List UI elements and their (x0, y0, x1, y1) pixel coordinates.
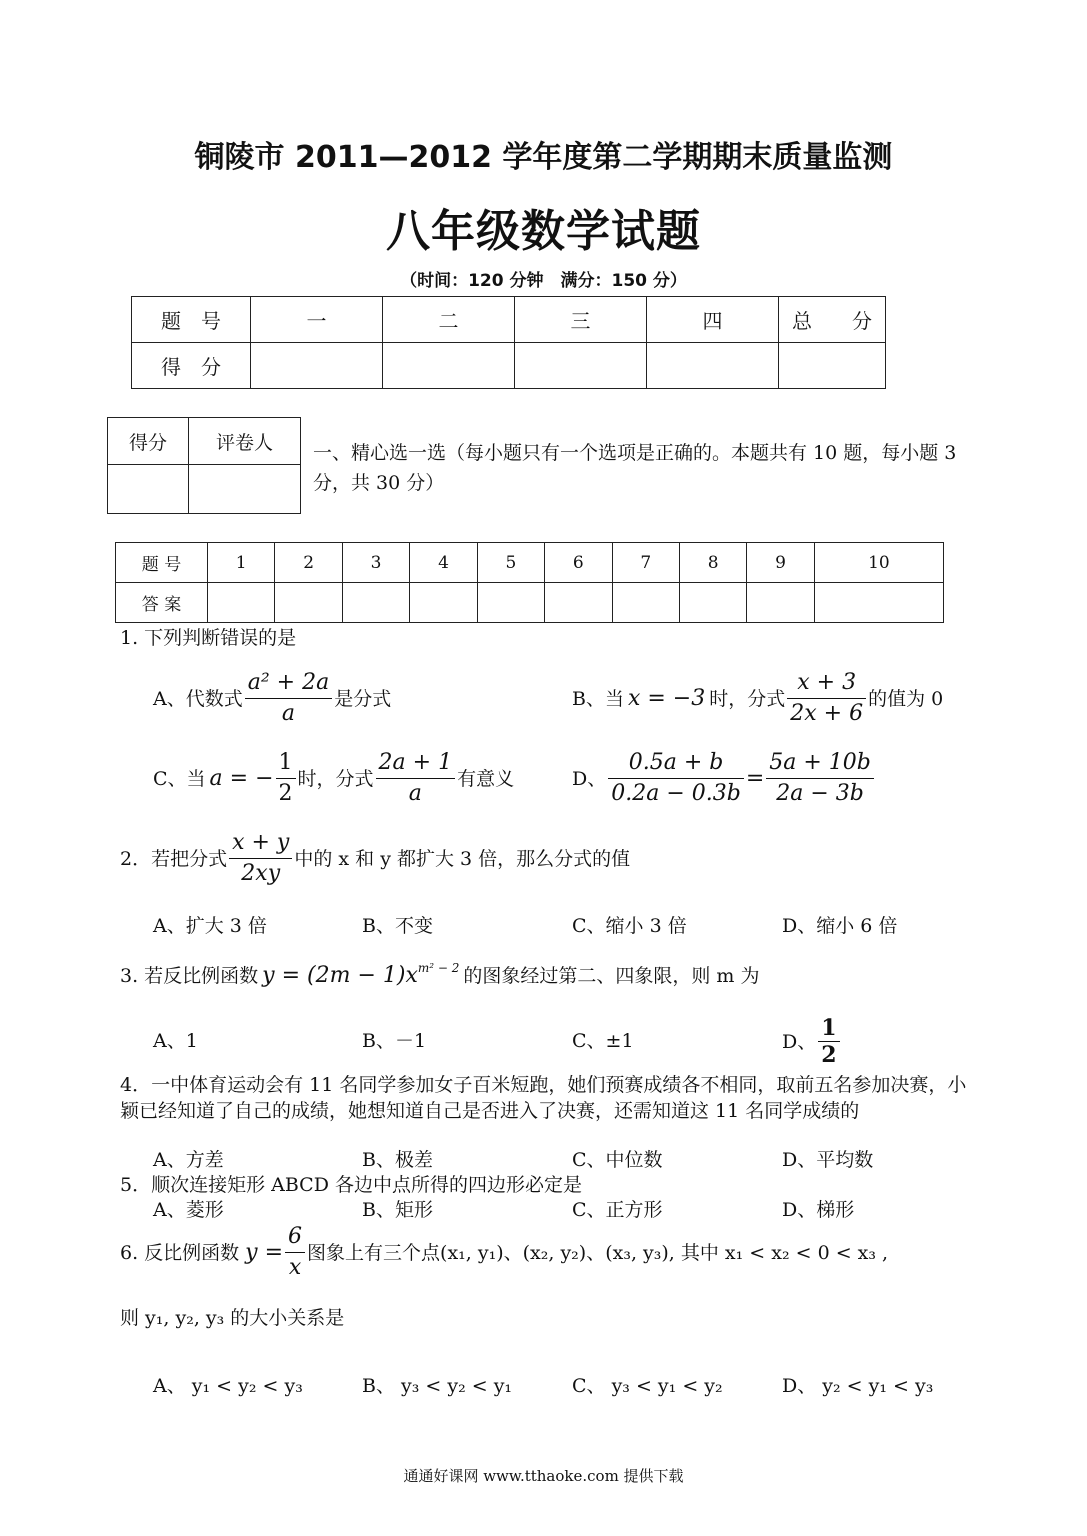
q6-line2: 则 y₁, y₂, y₃ 的大小关系是 (120, 1307, 345, 1329)
q6-option-d[interactable]: D、 y₂ < y₁ < y₃ (782, 1375, 934, 1397)
q1-c-half (276, 748, 296, 809)
score-input-cell[interactable] (515, 343, 647, 389)
q1-c-fraction (376, 748, 456, 809)
question-number: 4 (410, 543, 477, 583)
q1-d-pre: D、 (572, 767, 607, 790)
q3-exponent: m² − 2 (417, 961, 460, 975)
answer-label: 答 案 (116, 583, 208, 623)
q1-b-numerator: x + 3 (787, 668, 866, 699)
q6-numerator: 6 (285, 1222, 305, 1253)
answer-cell[interactable] (477, 583, 544, 623)
q4-option-c[interactable]: C、中位数 (572, 1149, 663, 1171)
q4-option-d[interactable]: D、平均数 (782, 1149, 874, 1171)
q5-option-b[interactable]: B、矩形 (362, 1199, 433, 1221)
q1-d-equals: = (745, 765, 765, 791)
section-heading: 一、精心选一选（每小题只有一个选项是正确的。本题共有 10 题，每小题 3 分，共 30 分） (313, 442, 957, 494)
exam-header-title: 铜陵市 2011—2012 学年度第二学期期末质量监测 (194, 140, 893, 175)
q5-stem: 5．顺次连接矩形 ABCD 各边中点所得的四边形必定是 (120, 1174, 582, 1196)
q6-function-lhs: y = (245, 1239, 284, 1265)
answer-cell[interactable] (545, 583, 612, 623)
answer-cell[interactable] (410, 583, 477, 623)
q3-post: 的图象经过第二、四象限，则 m 为 (463, 965, 760, 987)
q2-pre: 2．若把分式 (120, 847, 228, 870)
q1-c-post: 有意义 (457, 767, 515, 790)
q1-d-numerator-right: 5a + 10b (766, 748, 874, 779)
q1-option-d (572, 748, 876, 809)
question-number: 6 (545, 543, 612, 583)
q3-option-d-fraction (818, 1015, 839, 1068)
grader-name-label: 评卷人 (189, 418, 301, 465)
score-cell: 四 (647, 297, 779, 343)
q1-c-pre: C、当 (153, 767, 206, 790)
score-cell: 题 号 (132, 297, 251, 343)
grader-score-label: 得分 (108, 418, 189, 465)
q1-c-half-den: 2 (278, 781, 293, 806)
question-number: 10 (814, 543, 943, 583)
q6-option-b[interactable]: B、 y₃ < y₂ < y₁ (362, 1375, 513, 1397)
q1-b-post: 的值为 0 (868, 687, 944, 710)
question-number: 2 (275, 543, 342, 583)
question-number: 5 (477, 543, 544, 583)
score-cell: 二 (383, 297, 515, 343)
q2-fraction (229, 828, 292, 889)
exam-subtitle: 八年级数学试题 (386, 206, 701, 257)
q1-c-condition: a = − (209, 765, 274, 791)
q2-numerator: x + y (229, 828, 292, 859)
q1-d-fraction-right (766, 748, 874, 809)
q1-b-denominator: 2x + 6 (790, 701, 864, 726)
q1-stem: 1. 下列判断错误的是 (120, 627, 297, 649)
grader-score-cell[interactable] (108, 465, 189, 514)
grader-name-cell[interactable] (189, 465, 301, 514)
q6-mid: 图象上有三个点(x₁, y₁)、(x₂, y₂)、(x₃, y₃), 其中 x₁ < x₂ < 0 < x₃ , (307, 1241, 889, 1264)
q6-fraction (285, 1222, 305, 1283)
q3-option-d[interactable] (782, 1015, 842, 1068)
q6-option-c[interactable]: C、 y₃ < y₁ < y₂ (572, 1375, 723, 1397)
q5-option-a[interactable]: A、菱形 (153, 1199, 224, 1221)
score-cell: 得 分 (132, 343, 251, 389)
q6-stem (120, 1222, 888, 1283)
footer-text: 通通好课网 www.tthaoke.com 提供下载 (403, 1467, 684, 1485)
score-table (131, 296, 886, 389)
answer-cell[interactable] (342, 583, 409, 623)
q2-option-b[interactable]: B、不变 (362, 915, 433, 937)
q1-b-condition: x = −3 (627, 685, 706, 711)
answer-cell[interactable] (208, 583, 275, 623)
question-number: 9 (747, 543, 814, 583)
answer-cell[interactable] (275, 583, 342, 623)
q1-a-pre: A、代数式 (153, 687, 243, 710)
q1-b-fraction (787, 668, 866, 729)
q6-option-a[interactable]: A、 y₁ < y₂ < y₃ (153, 1375, 303, 1397)
score-input-cell[interactable] (647, 343, 779, 389)
q3-function: y = (2m − 1)x (262, 963, 418, 988)
answer-cell[interactable] (612, 583, 679, 623)
q5-option-d[interactable]: D、梯形 (782, 1199, 855, 1221)
q5-option-c[interactable]: C、正方形 (572, 1199, 663, 1221)
score-input-cell[interactable] (779, 343, 886, 389)
question-number: 8 (679, 543, 746, 583)
answer-cell[interactable] (814, 583, 943, 623)
question-number: 1 (208, 543, 275, 583)
answer-table (115, 542, 944, 623)
q1-d-denominator-right: 2a − 3b (776, 781, 864, 806)
answer-cell[interactable] (679, 583, 746, 623)
q3-option-c[interactable]: C、±1 (572, 1030, 634, 1052)
q2-option-c[interactable]: C、缩小 3 倍 (572, 915, 687, 937)
q4-stem: 4．一中体育运动会有 11 名同学参加女子百米短跑，她们预赛成绩各不相同，取前五名参加决赛，小颖已经知道了自己的成绩，她想知道自己是否进入了决赛，还需知道这 11 名同学成绩的 (120, 1074, 967, 1122)
q4-option-a[interactable]: A、方差 (153, 1149, 224, 1171)
q1-b-pre: B、当 (572, 687, 624, 710)
q1-a-denominator: a (281, 701, 296, 726)
q3-stem (120, 963, 760, 989)
q4-option-b[interactable]: B、极差 (362, 1149, 433, 1171)
q1-option-a (153, 668, 391, 729)
q2-post: 中的 x 和 y 都扩大 3 倍，那么分式的值 (294, 847, 631, 870)
score-input-cell[interactable] (251, 343, 383, 389)
question-number: 7 (612, 543, 679, 583)
q6-pre: 6. 反比例函数 (120, 1241, 240, 1264)
q1-a-fraction (245, 668, 332, 729)
q1-c-denominator: a (408, 781, 422, 806)
q2-option-a[interactable]: A、扩大 3 倍 (153, 915, 267, 937)
answer-cell[interactable] (747, 583, 814, 623)
grader-box (107, 417, 301, 514)
answer-label: 题 号 (116, 543, 208, 583)
score-input-cell[interactable] (383, 343, 515, 389)
q1-d-fraction-left (608, 748, 744, 809)
q3-pre: 3. 若反比例函数 (120, 965, 259, 987)
q2-option-d[interactable]: D、缩小 6 倍 (782, 915, 898, 937)
score-cell: 总 分 (779, 297, 886, 343)
q2-denominator: 2xy (241, 861, 281, 886)
q1-c-mid: 时，分式 (297, 767, 374, 790)
q1-option-b (572, 668, 943, 729)
q1-d-numerator-left: 0.5a + b (608, 748, 744, 779)
question-number: 3 (342, 543, 409, 583)
q1-c-numerator: 2a + 1 (376, 748, 456, 779)
q1-d-denominator-left: 0.2a − 0.3b (611, 781, 741, 806)
score-cell: 一 (251, 297, 383, 343)
q1-a-post: 是分式 (334, 687, 392, 710)
q6-denominator: x (288, 1255, 302, 1280)
q3-d-denominator: 2 (821, 1042, 837, 1068)
q2-stem (120, 828, 630, 889)
q1-option-c (153, 748, 514, 809)
q3-option-a[interactable]: A、1 (153, 1030, 198, 1052)
q3-option-d-label: D、 (782, 1030, 817, 1053)
q1-a-numerator: a² + 2a (245, 668, 332, 699)
q3-d-numerator: 1 (818, 1015, 839, 1042)
q1-b-mid: 时，分式 (709, 687, 786, 710)
q3-option-b[interactable]: B、－1 (362, 1030, 427, 1052)
score-cell: 三 (515, 297, 647, 343)
time-info: （时间：120 分钟 满分：150 分） (400, 271, 687, 291)
q1-c-half-num: 1 (276, 748, 296, 779)
